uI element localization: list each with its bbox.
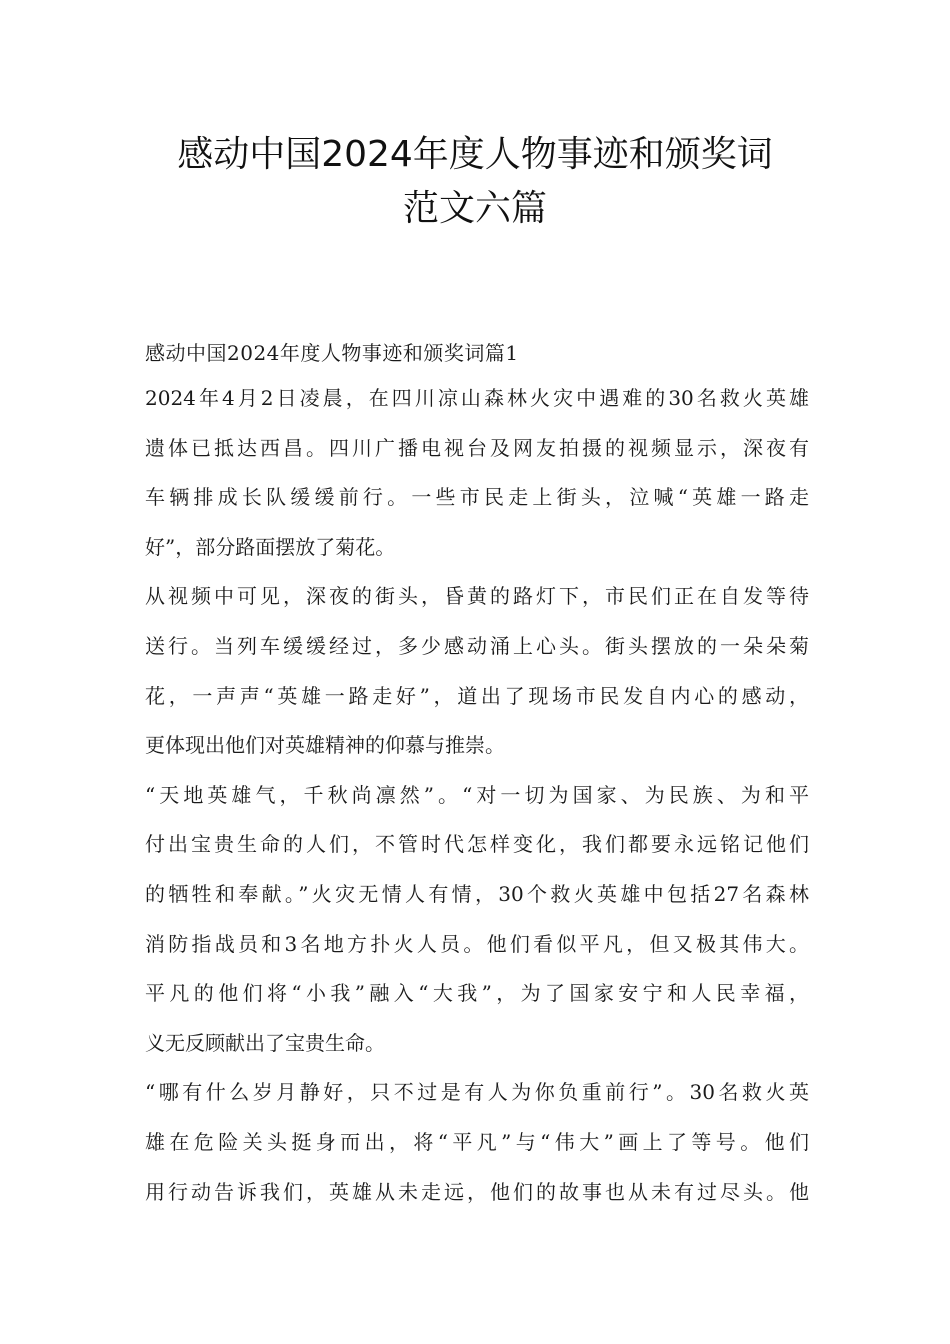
document-title — [100, 128, 850, 236]
paragraph-line: 用行动告诉我们，英雄从未走远，他们的故事也从未有过尽头。他 — [145, 1179, 809, 1204]
section-heading: 感动中国2024年度人物事迹和颁奖词篇1 — [145, 341, 519, 365]
paragraph-line: 付出宝贵生命的人们，不管时代怎样变化，我们都要永远铭记他们 — [145, 832, 809, 857]
paragraph-line: 花，一声声“英雄一路走好”，道出了现场市民发自内心的感动， — [145, 683, 809, 708]
paragraph-line: 消防指战员和3名地方扑火人员。他们看似平凡，但又极其伟大。 — [145, 931, 809, 956]
paragraph-line: 车辆排成长队缓缓前行。一些市民走上街头，泣喊“英雄一路走 — [145, 485, 809, 510]
paragraph-line: “天地英雄气，千秋尚凛然”。“对一切为国家、为民族、为和平 — [145, 782, 809, 807]
title-line-1: 感动中国2024年度人物事迹和颁奖词 — [177, 134, 773, 175]
paragraph-line: 义无反顾献出了宝贵生命。 — [145, 1030, 385, 1055]
paragraph-line: 的牺牲和奉献。”火灾无情人有情，30个救火英雄中包括27名森林 — [145, 881, 809, 906]
title-line-2: 范文六篇 — [402, 188, 547, 229]
paragraph-line: “哪有什么岁月静好，只不过是有人为你负重前行”。30名救火英 — [145, 1080, 809, 1105]
paragraph-line: 更体现出他们对英雄精神的仰慕与推崇。 — [145, 733, 505, 758]
paragraph-1 — [145, 374, 809, 572]
paragraph-2 — [145, 572, 809, 770]
paragraph-4 — [145, 1068, 809, 1217]
paragraph-line: 雄在危险关头挺身而出，将“平凡”与“伟大”画上了等号。他们 — [145, 1129, 809, 1154]
paragraph-line: 好”，部分路面摆放了菊花。 — [145, 534, 396, 559]
paragraph-3 — [145, 771, 809, 1069]
paragraph-line: 送行。当列车缓缓经过，多少感动涌上心头。街头摆放的一朵朵菊 — [145, 633, 809, 658]
paragraph-line: 平凡的他们将“小我”融入“大我”，为了国家安宁和人民幸福， — [145, 981, 809, 1006]
document-body — [145, 332, 809, 1217]
paragraph-line: 遗体已抵达西昌。四川广播电视台及网友拍摄的视频显示，深夜有 — [145, 435, 809, 460]
paragraph-line: 2024年4月2日凌晨，在四川凉山森林火灾中遇难的30名救火英雄 — [145, 386, 809, 410]
paragraph-line: 从视频中可见，深夜的街头，昏黄的路灯下，市民们正在自发等待 — [145, 584, 809, 609]
